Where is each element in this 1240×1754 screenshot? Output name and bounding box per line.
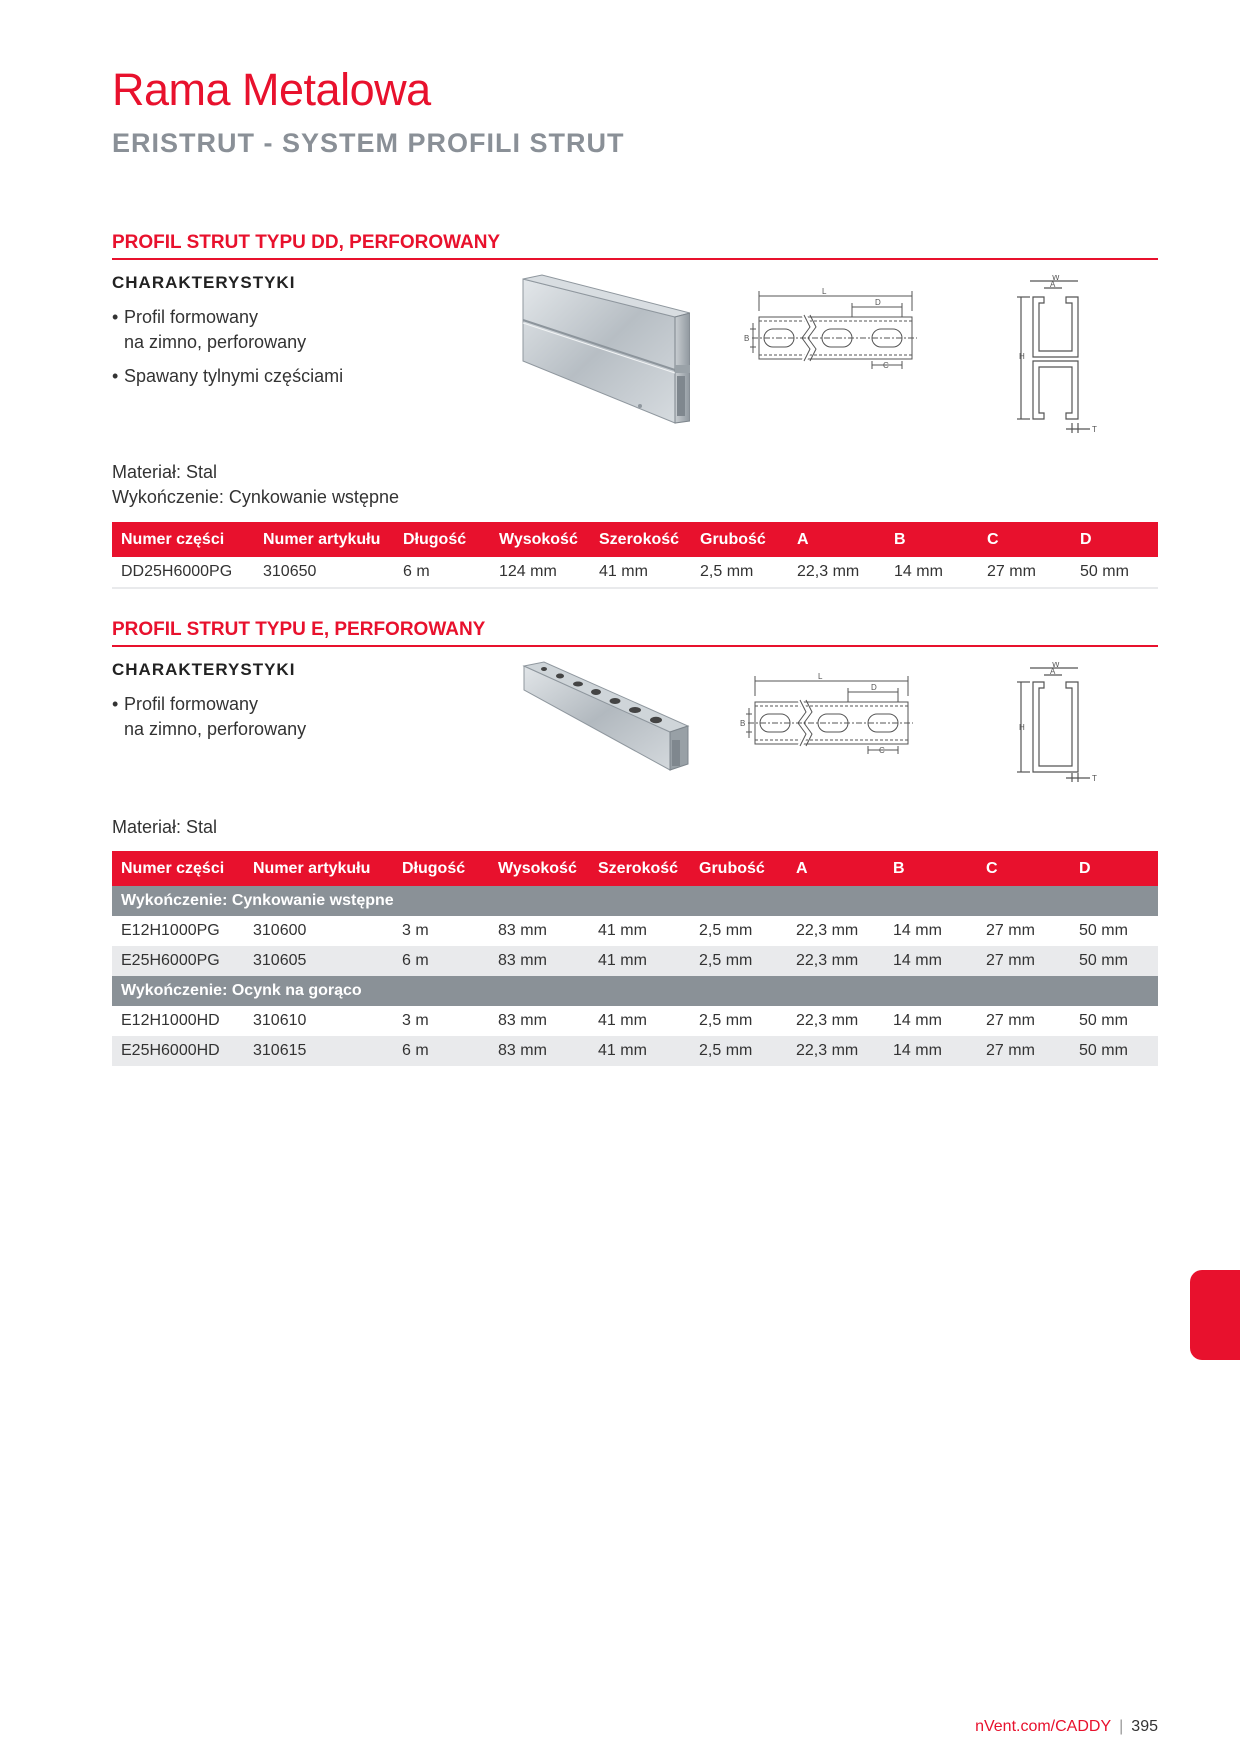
col-header: D — [1071, 522, 1158, 557]
table-cell: 310610 — [253, 1012, 307, 1029]
svg-text:L: L — [818, 672, 823, 681]
table-cell: 2,5 mm — [699, 922, 753, 939]
table-cell: 27 mm — [986, 922, 1035, 939]
table-row — [112, 946, 1158, 976]
table-cell: 41 mm — [598, 1012, 647, 1029]
table-cell: 50 mm — [1070, 946, 1158, 976]
table-cell: 50 mm — [1079, 922, 1128, 939]
table-cell: 50 mm — [1070, 1036, 1158, 1066]
table-cell: 310615 — [244, 1036, 393, 1066]
table-cell: E25H6000HD — [112, 1036, 244, 1066]
table-cell: 83 mm — [498, 922, 547, 939]
page-subtitle: ERISTRUT - SYSTEM PROFILI STRUT — [112, 128, 625, 158]
table-cell: 14 mm — [893, 922, 942, 939]
svg-text:H: H — [1019, 352, 1025, 361]
table-cell: 41 mm — [589, 1036, 690, 1066]
svg-text:A: A — [1050, 280, 1056, 289]
spec-table-e — [112, 851, 1158, 1066]
svg-text:W: W — [1052, 662, 1060, 669]
table-cell: DD25H6000PG — [112, 557, 254, 588]
svg-text:H: H — [1019, 723, 1025, 732]
table-cell: E25H6000PG — [112, 946, 244, 976]
table-cell: 3 m — [402, 922, 429, 939]
page-number: 395 — [1131, 1718, 1158, 1735]
table-cell: 83 mm — [489, 946, 589, 976]
table-cell: 6 m — [393, 1036, 489, 1066]
side-drawing-dd — [742, 285, 927, 385]
page-title: Rama Metalowa — [112, 64, 431, 115]
table-cell: 50 mm — [1071, 557, 1158, 588]
table-cell: 2,5 mm — [691, 557, 788, 588]
table-cell: E12H1000PG — [121, 922, 220, 939]
col-header: Numer części — [112, 851, 244, 886]
col-header: Grubość — [691, 522, 788, 557]
svg-text:D: D — [875, 298, 881, 307]
table-cell: 27 mm — [977, 1036, 1070, 1066]
table-cell: 41 mm — [590, 557, 691, 588]
material-e: Materiał: Stal — [112, 817, 218, 837]
group-label: Wykończenie: Cynkowanie wstępne — [112, 886, 1158, 916]
finish-dd: Wykończenie: Cynkowanie wstępne — [112, 487, 399, 507]
table-cell: 41 mm — [589, 946, 690, 976]
table-cell: 14 mm — [884, 1036, 977, 1066]
table-cell: 310650 — [254, 557, 394, 588]
svg-text:D: D — [871, 683, 877, 692]
col-header: Grubość — [690, 851, 787, 886]
table-cell: 6 m — [394, 557, 490, 588]
table-cell: 22,3 mm — [787, 1036, 884, 1066]
table-cell: 14 mm — [893, 1012, 942, 1029]
table-cell: 83 mm — [498, 1012, 547, 1029]
table-cell: 310605 — [244, 946, 393, 976]
table-cell: 27 mm — [978, 557, 1071, 588]
group-row — [112, 886, 1158, 916]
col-header: B — [884, 851, 977, 886]
product-image-dd — [520, 273, 690, 428]
table-row — [112, 916, 1158, 946]
table-cell: 2,5 mm — [690, 1036, 787, 1066]
table-cell: 22,3 mm — [787, 946, 884, 976]
section-heading-e: PROFIL STRUT TYPU E, PERFOROWANY — [112, 619, 1158, 647]
col-header: Długość — [393, 851, 489, 886]
footer-site-link[interactable]: nVent.com/CADDY — [975, 1718, 1112, 1735]
feature-bullet: • Profil formowany na zimno, perforowany — [112, 694, 307, 739]
product-image-e — [520, 660, 690, 775]
svg-text:C: C — [883, 361, 889, 370]
cross-section-dd — [1010, 275, 1100, 435]
col-header: Szerokość — [590, 522, 691, 557]
side-drawing-e — [738, 670, 923, 770]
table-row — [112, 1006, 1158, 1036]
col-header: C — [977, 851, 1070, 886]
spec-table-dd — [112, 522, 1158, 589]
group-row — [112, 976, 1158, 1006]
svg-text:L: L — [822, 287, 827, 296]
table-row — [112, 1036, 1158, 1066]
group-label: Wykończenie: Ocynk na gorąco — [112, 976, 1158, 1006]
section-tab-marker — [1190, 1270, 1240, 1360]
svg-text:T: T — [1092, 774, 1097, 782]
footer: nVent.com/CADDY | 395 — [975, 1718, 1158, 1735]
table-cell: E12H1000HD — [121, 1012, 220, 1029]
col-header: A — [788, 522, 885, 557]
col-header: Wysokość — [490, 522, 590, 557]
table-cell: 41 mm — [598, 922, 647, 939]
table-row — [112, 557, 1158, 588]
table-cell: 310600 — [253, 922, 307, 939]
table-cell: 22,3 mm — [796, 922, 859, 939]
characteristics-heading-dd: CHARAKTERYSTYKI — [112, 273, 296, 292]
table-cell: 2,5 mm — [699, 1012, 753, 1029]
table-header-row — [112, 851, 1158, 886]
col-header: Numer artykułu — [244, 851, 393, 886]
table-cell: 2,5 mm — [690, 946, 787, 976]
table-cell: 3 m — [402, 1012, 429, 1029]
table-cell: 14 mm — [884, 946, 977, 976]
col-header: Szerokość — [589, 851, 690, 886]
table-cell: 22,3 mm — [788, 557, 885, 588]
col-header: D — [1070, 851, 1158, 886]
table-cell: 50 mm — [1079, 1012, 1128, 1029]
table-cell: 27 mm — [977, 946, 1070, 976]
col-header: Numer artykułu — [254, 522, 394, 557]
col-header: C — [978, 522, 1071, 557]
col-header: Wysokość — [489, 851, 589, 886]
svg-text:T: T — [1092, 425, 1097, 434]
table-header-row — [112, 522, 1158, 557]
col-header: A — [787, 851, 884, 886]
table-cell: 27 mm — [986, 1012, 1035, 1029]
svg-text:A: A — [1050, 667, 1056, 676]
col-header: B — [885, 522, 978, 557]
characteristics-heading-e: CHARAKTERYSTYKI — [112, 660, 296, 679]
section-heading-dd: PROFIL STRUT TYPU DD, PERFOROWANY — [112, 232, 1158, 260]
svg-text:B: B — [744, 334, 750, 343]
table-cell: 6 m — [393, 946, 489, 976]
col-header: Długość — [394, 522, 490, 557]
svg-text:C: C — [879, 746, 885, 755]
svg-text:B: B — [740, 719, 746, 728]
table-cell: 83 mm — [489, 1036, 589, 1066]
table-cell: 22,3 mm — [796, 1012, 859, 1029]
feature-bullet: • Profil formowany na zimno, perforowany — [112, 307, 307, 352]
table-cell: 124 mm — [490, 557, 590, 588]
cross-section-e — [1010, 662, 1100, 782]
col-header: Numer części — [112, 522, 254, 557]
table-cell: 14 mm — [885, 557, 978, 588]
feature-bullet: • Spawany tylnymi częściami — [112, 366, 344, 386]
material-dd: Materiał: Stal — [112, 462, 218, 482]
svg-text:W: W — [1052, 275, 1060, 282]
